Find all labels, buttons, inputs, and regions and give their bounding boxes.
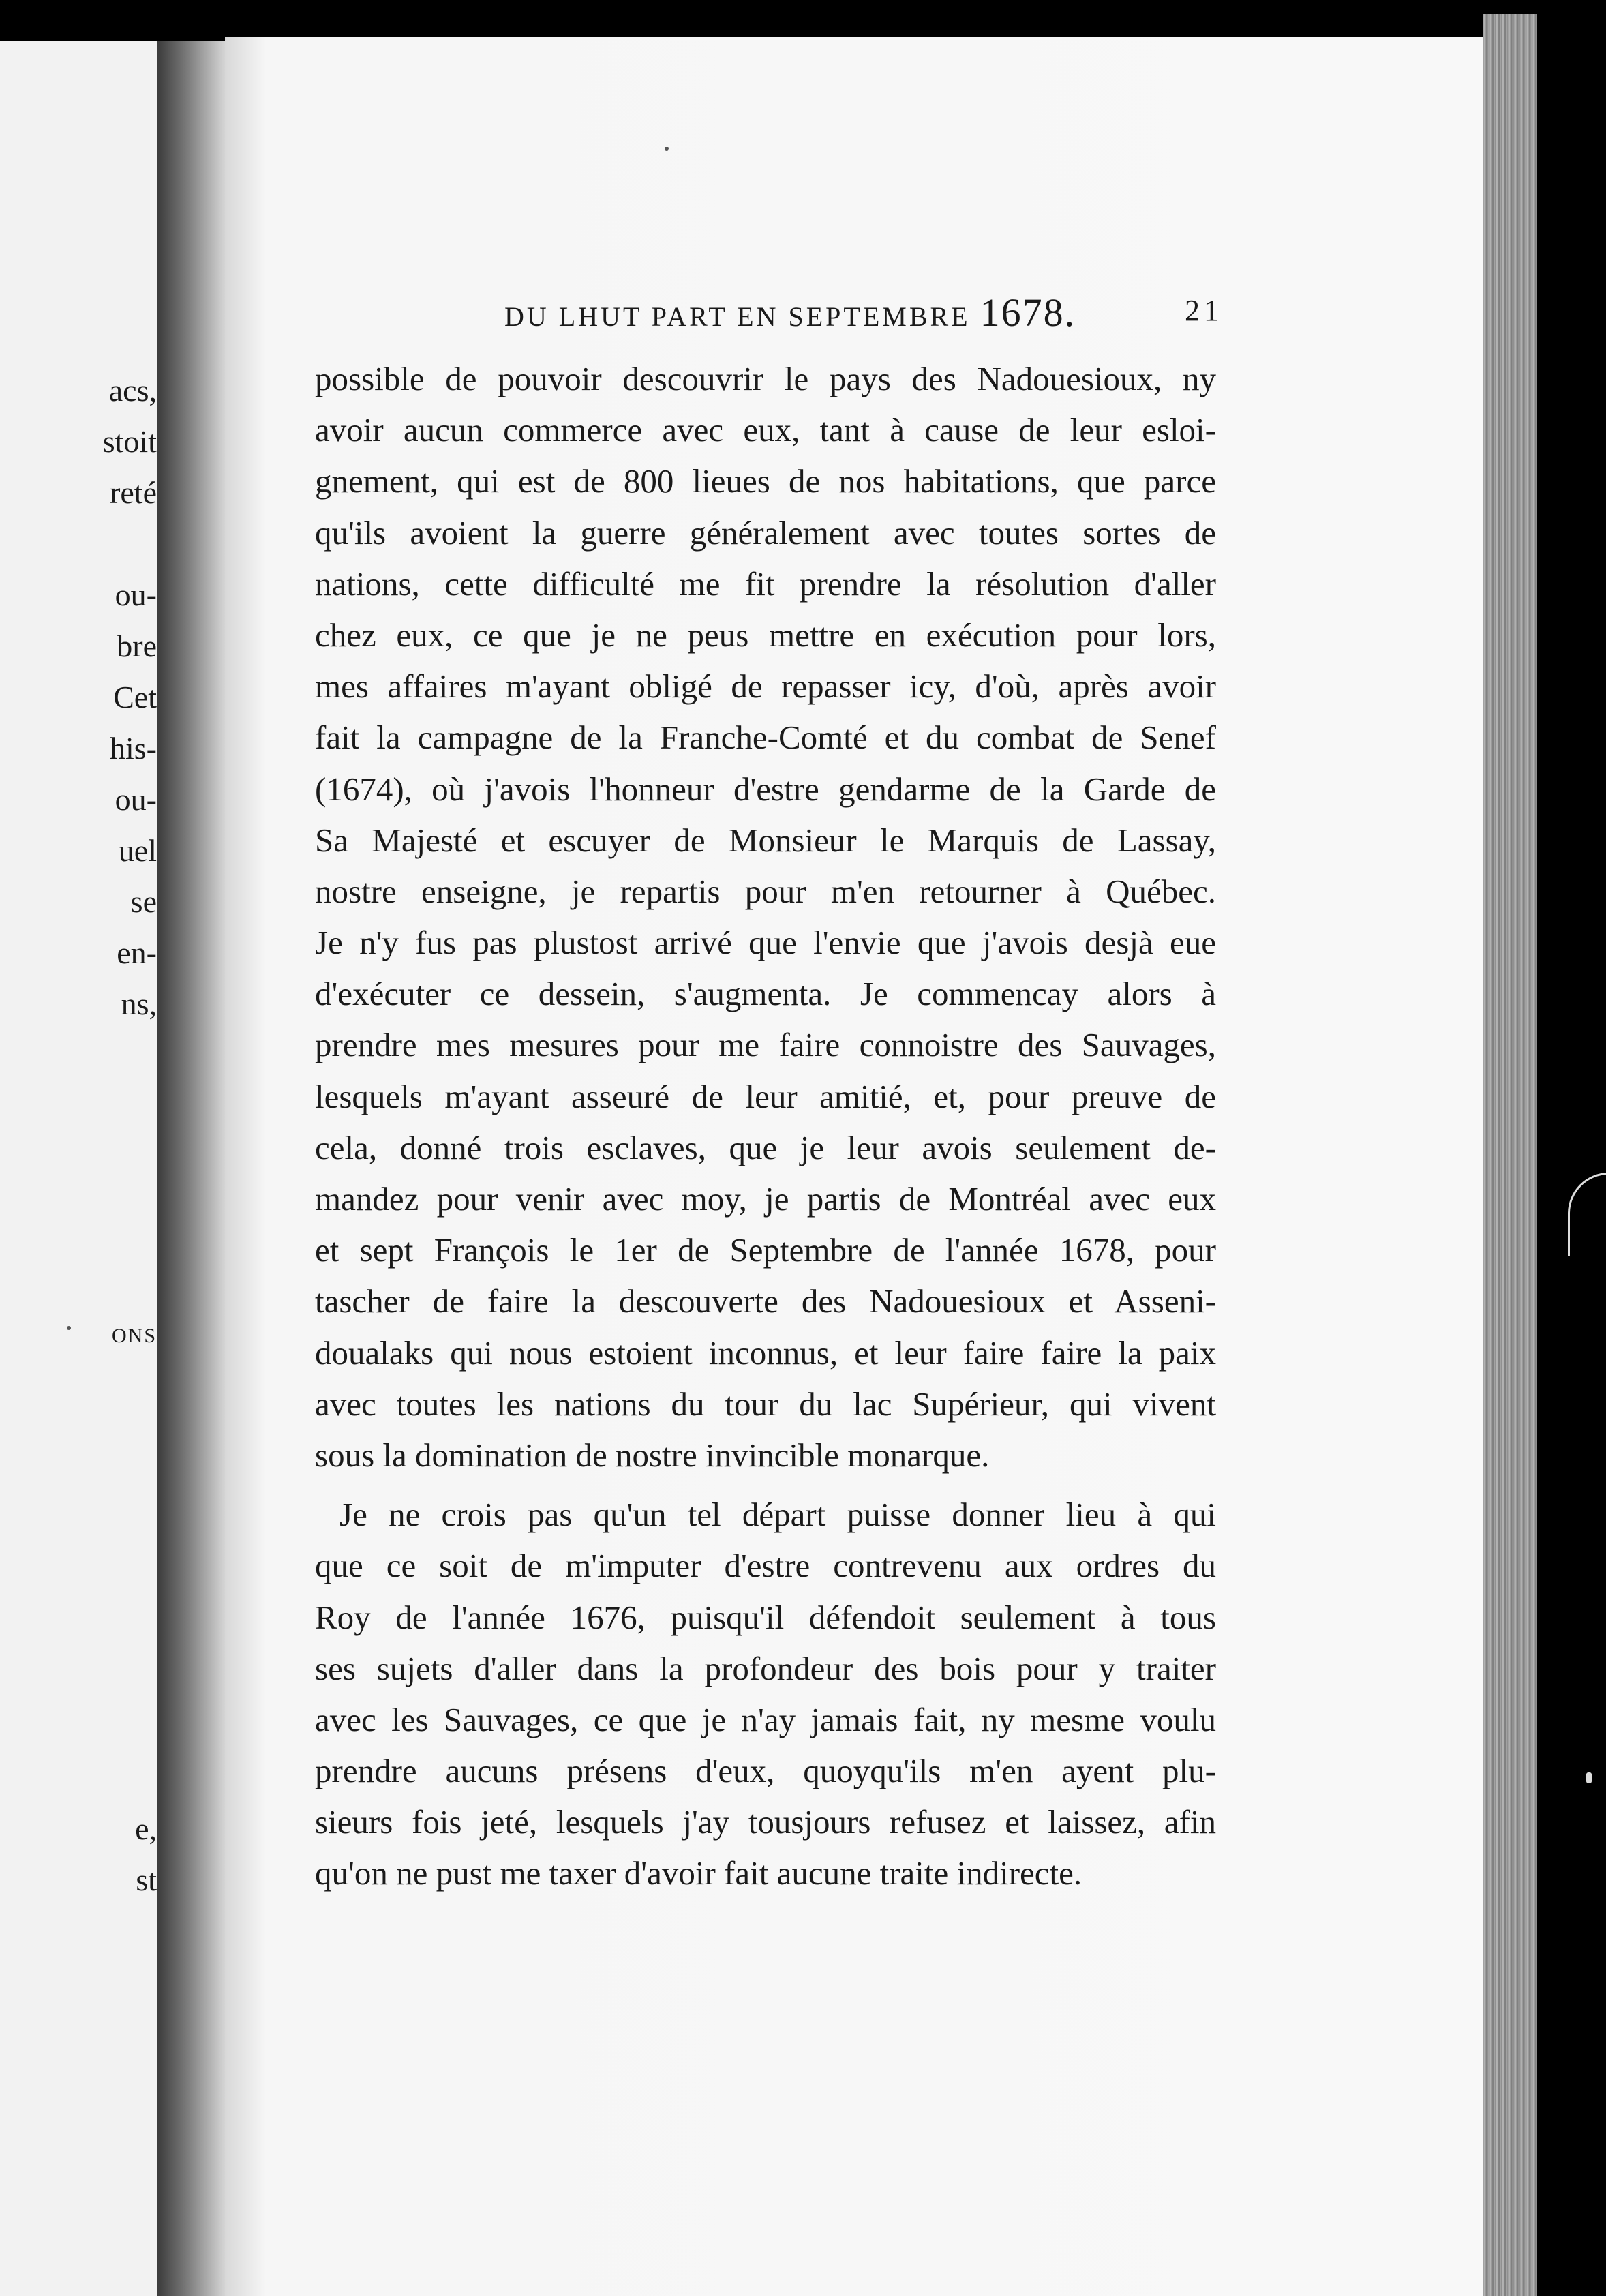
text-line: prendre aucuns présens d'eux, quoyqu'ils m'en ayent plu- [315,1752,1216,1790]
left-page-fragment: acs, [108,373,157,408]
text-line: lesquels m'ayant asseuré de leur amitié, et, pour preuve de [315,1077,1216,1115]
text-line: chez eux, ce que je ne peus mettre en exécution pour lors, [315,616,1216,654]
text-line: Je ne crois pas qu'un tel départ puisse donner lieu à qui [339,1496,1216,1534]
text-line: mandez pour venir avec moy, je partis de Montréal avec eux [315,1180,1216,1218]
text-line: nations, cette difficulté me fit prendre la résolution d'aller [315,564,1216,603]
left-page-fragment: en- [117,935,157,970]
page-edge-stack [1483,14,1537,2296]
paragraph [315,1489,1216,1899]
text-line: ses sujets d'aller dans la profondeur des bois pour y traiter [315,1649,1216,1687]
text-line: Je n'y fus pas plustost arrivé que l'envie que j'avois desjà eue [315,924,1216,962]
text-line: d'exécuter ce dessein, s'augmenta. Je commencay alors à [315,975,1216,1013]
text-line: et sept François le 1er de Septembre de l'année 1678, pour [315,1231,1216,1269]
page-number: 21 [1185,294,1223,327]
text-line: doualaks qui nous estoient inconnus, et leur faire faire la paix [315,1333,1216,1372]
left-page-fragment: e, [135,1811,157,1846]
text-line: gnement, qui est de 800 lieues de nos habitations, que parce [315,462,1216,500]
left-page-fragment: ou- [115,782,157,817]
left-page-fragment: his- [110,731,157,766]
text-line: avec toutes les nations du tour du lac Supérieur, qui vivent [315,1385,1216,1423]
text-line: mes affaires m'ayant obligé de repasser icy, d'où, après avoir [315,667,1216,706]
text-line: que ce soit de m'imputer d'estre contrevenu aux ordres du [315,1547,1216,1585]
left-page-fragment: stoit [102,424,157,459]
text-line: fait la campagne de la Franche-Comté et du combat de Senef [315,719,1216,757]
text-line: qu'ils avoient la guerre généralement avec toutes sortes de [315,513,1216,552]
scan-background [1537,0,1606,2296]
text-line: tascher de faire la descouverte des Nadouesioux et Asseni- [315,1282,1216,1320]
text-line: Roy de l'année 1676, puisqu'il défendoit seulement à tous [315,1598,1216,1636]
text-line: avoir aucun commerce avec eux, tant à cause de leur esloi- [315,411,1216,449]
text-line: cela, donné trois esclaves, que je leur avois seulement de- [315,1128,1216,1166]
left-page-fragment: st [136,1862,157,1897]
text-line: Sa Majesté et escuyer de Monsieur le Marquis de Lassay, [315,821,1216,859]
text-line: sous la domination de nostre invincible monarque. [315,1436,990,1474]
text-line: prendre mes mesures pour me faire connoistre des Sauvages, [315,1026,1216,1064]
left-page-fragment: reté [110,475,157,510]
page-body [315,353,1216,1899]
text-line: possible de pouvoir descouvrir le pays des Nadouesioux, ny [315,360,1216,397]
page-speck [665,147,669,151]
paragraph [315,353,1216,1481]
running-year: 1678. [980,290,1076,335]
text-line: qu'on ne pust me taxer d'avoir fait aucune traite indirecte. [315,1854,1082,1892]
page-speck [67,1326,71,1330]
left-page-fragment: se [130,884,157,919]
left-page-fragment: uel [118,833,157,868]
text-line: avec les Sauvages, ce que je n'ay jamais fait, ny mesme voulu [315,1700,1216,1738]
left-page-fragment: ns, [121,986,157,1021]
left-page-fragment: ou- [115,577,157,612]
left-facing-page [0,41,157,2296]
left-page-fragment: ONS [111,1325,157,1347]
left-page-fragment: Cet [113,680,157,714]
text-line: nostre enseigne, je repartis pour m'en retourner à Québec. [315,872,1216,910]
scan-artifact [1586,1772,1592,1783]
text-line: sieurs fois jeté, lesquels j'ay tousjours refusez et laissez, afin [315,1803,1216,1841]
left-page-fragment: bre [117,629,157,663]
text-line: (1674), où j'avois l'honneur d'estre gendarme de la Garde de [315,770,1216,808]
running-title: DU LHUT PART EN SEPTEMBRE [504,301,971,332]
running-header [504,290,1076,335]
